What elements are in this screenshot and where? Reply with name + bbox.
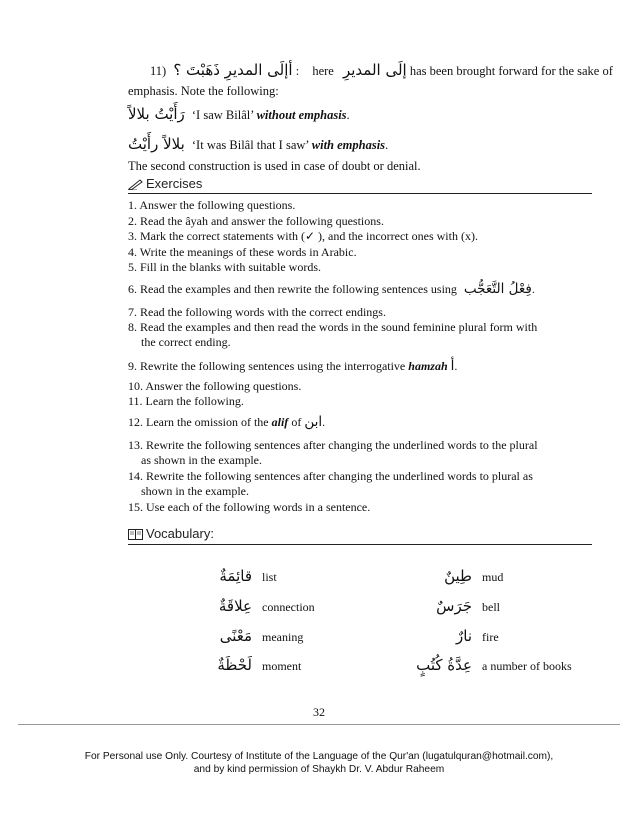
paragraph-11-text: has been brought forward for the sake of [409,64,613,78]
arabic-question: أإلَى المديرِ ذَهَبْتَ ؟ [173,61,293,79]
exercise-13-line-2: as shown in the example. [141,453,262,467]
example-2-arabic: بلالاً رأَيْتُ [128,135,185,153]
vocab-english: a number of books [482,659,572,673]
exercises-divider [128,193,592,194]
exercise-8-line-2: the correct ending. [141,335,231,349]
vocab-item [392,627,499,646]
vocab-arabic: عِدَّةُ كُتُبٍ [416,656,472,674]
example-2-period: . [385,138,389,152]
vocabulary-divider [128,544,592,545]
vocab-english: moment [262,659,302,673]
exercise-13-line-1: 13. Rewrite the following sentences after changing the underlined words to the plural [128,438,538,452]
exercise-11: 11. Learn the following. [128,394,244,408]
footer-line-1: For Personal use Only. Courtesy of Institute of the Language of the Qur'an (lugatulquran@hotmail.com), [84,751,554,762]
vocab-item [212,597,315,616]
exercise-12 [128,414,325,430]
footer-divider [18,724,620,725]
vocabulary-title: Vocabulary: [146,526,214,541]
exercise-12-term: alif [271,415,289,429]
example-2-emphasis: with emphasis [311,138,386,152]
example-1-english: ‘I saw Bilâl’ [191,108,254,122]
vocab-arabic: جَرَسٌ [436,597,472,615]
vocab-english: connection [262,600,315,614]
vocab-arabic: مَعْنًى [219,627,252,645]
footer-line-2: and by kind permission of Shaykh Dr. V. Abdur Raheem [193,764,445,775]
exercise-12-arabic: ابن [304,414,323,430]
arabic-phrase: إلَى المديرِ [342,61,407,79]
example-without-emphasis [128,105,350,123]
exercises-heading [128,176,202,191]
exercise-9-arabic: أ [450,358,455,374]
exercise-4: 4. Write the meanings of these words in Arabic. [128,245,357,259]
example-1-arabic: رَأَيْتُ بلالاً [128,105,185,123]
here-word: here [312,64,334,78]
pencil-icon [128,178,143,190]
book-icon [128,528,143,540]
vocab-arabic: نارٌ [456,627,472,645]
vocab-item [392,567,503,586]
vocab-arabic: طِينٌ [444,567,472,585]
paragraph-number: 11) [150,64,167,78]
vocab-item [212,656,301,675]
paragraph-11-line-1 [150,61,613,79]
vocab-english: fire [482,630,499,644]
example-with-emphasis [128,135,388,153]
vocab-arabic: لَحْظَةٌ [217,656,252,674]
vocab-item [392,656,572,675]
exercise-9-text: 9. Rewrite the following sentences using the interrogative [128,359,406,373]
note-text: The second construction is used in case of doubt or denial. [128,159,421,173]
vocab-item [212,567,277,586]
vocab-arabic: عِلاقَةٌ [218,597,252,615]
exercise-7: 7. Read the following words with the correct endings. [128,305,386,319]
exercise-2: 2. Read the âyah and answer the following questions. [128,214,384,228]
exercise-6-arabic: فِعْلُ التَّعَجُّب [463,281,532,297]
exercise-9-period: . [454,359,458,373]
exercise-15: 15. Use each of the following words in a sentence. [128,500,371,514]
exercise-8-line-1: 8. Read the examples and then read the words in the sound feminine plural form with [128,320,538,334]
exercise-12-text: 12. Learn the omission of the [128,415,269,429]
example-2-english: ‘It was Bilâl that I saw’ [191,138,309,152]
exercise-12-period: . [322,415,326,429]
exercise-9-term: hamzah [408,359,448,373]
vocab-english: meaning [262,630,304,644]
exercises-title: Exercises [146,176,203,191]
exercise-6 [128,281,535,297]
exercise-5: 5. Fill in the blanks with suitable words. [128,260,321,274]
colon: : [295,64,300,78]
vocab-english: list [262,570,277,584]
vocabulary-heading [128,526,214,541]
exercise-1: 1. Answer the following questions. [128,198,296,212]
exercise-14-line-2: shown in the example. [141,484,249,498]
exercise-10: 10. Answer the following questions. [128,379,302,393]
exercise-9 [128,358,457,374]
vocab-item [212,627,303,646]
vocab-arabic: قائِمَةٌ [219,567,252,585]
example-1-period: . [346,108,350,122]
example-1-emphasis: without emphasis [256,108,347,122]
vocab-english: mud [482,570,504,584]
vocab-item [392,597,500,616]
page-number: 32 [313,705,325,719]
exercise-6-text: 6. Read the examples and then rewrite the following sentences using [128,282,457,296]
exercise-3: 3. Mark the correct statements with (✓ ), and the incorrect ones with (x). [128,229,478,243]
paragraph-11-line-2: emphasis. Note the following: [128,84,279,98]
vocab-english: bell [482,600,500,614]
exercise-14-line-1: 14. Rewrite the following sentences after changing the underlined words to plural as [128,469,533,483]
exercise-12-of: of [291,415,302,429]
exercise-6-period: . [531,282,535,296]
